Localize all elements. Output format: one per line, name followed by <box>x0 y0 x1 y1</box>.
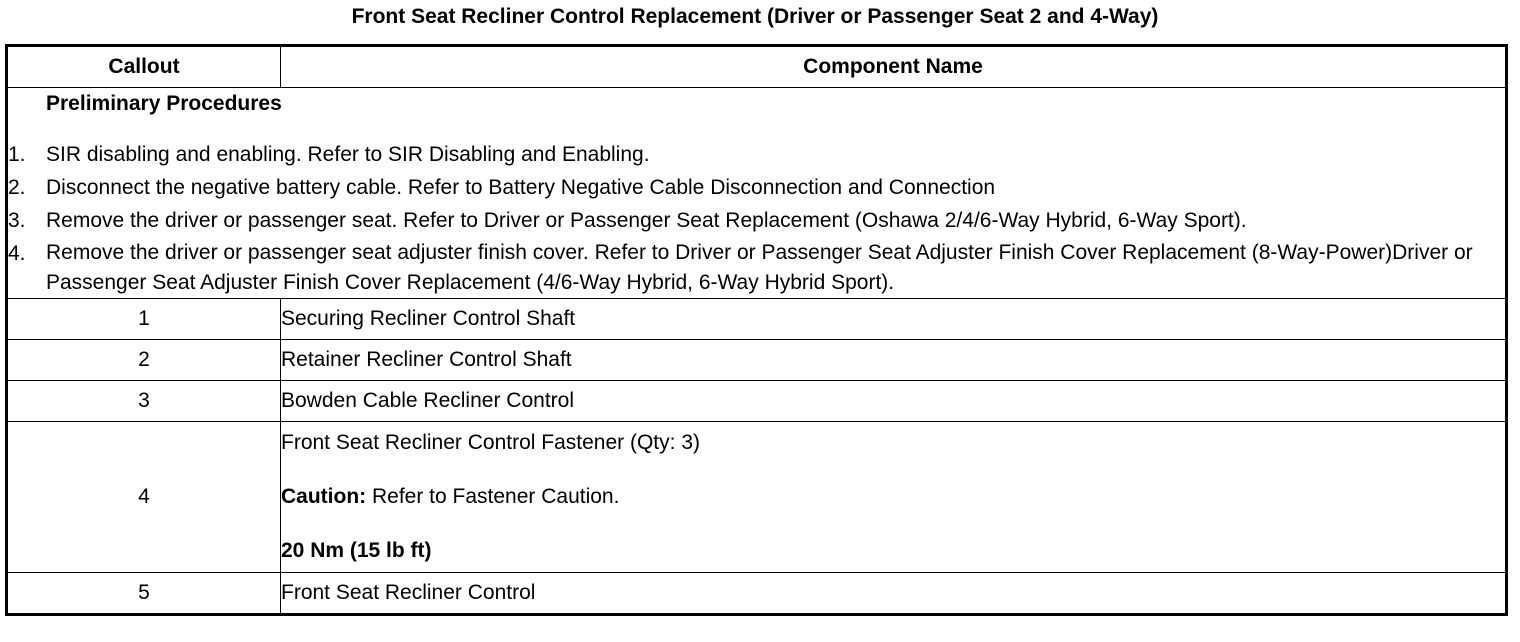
component-name-cell <box>281 422 1507 573</box>
fastener-details <box>281 429 1505 565</box>
component-name-cell: Securing Recliner Control Shaft <box>281 299 1507 340</box>
step-number: 1. <box>8 143 26 166</box>
component-name-cell: Retainer Recliner Control Shaft <box>281 340 1507 381</box>
torque-spec: 20 Nm (15 lb ft) <box>281 539 432 562</box>
table-row <box>7 381 1507 422</box>
callout-column-header: Callout <box>7 46 281 88</box>
table-row <box>7 573 1507 615</box>
preliminary-procedures-row <box>7 88 1507 299</box>
preliminary-steps-list <box>8 139 1505 298</box>
table-row <box>7 422 1507 573</box>
table-row <box>7 340 1507 381</box>
caution-note <box>281 483 1505 511</box>
step-text: Disconnect the negative battery cable. Refer to Battery Negative Cable Disconnection and Connection <box>46 176 996 199</box>
step-text: SIR disabling and enabling. Refer to SIR Disabling and Enabling. <box>46 143 650 166</box>
step-number: 4. <box>8 242 26 265</box>
document-title: Front Seat Recliner Control Replacement (Driver or Passenger Seat 2 and 4-Way) <box>351 5 1159 28</box>
table-header-row <box>7 46 1507 88</box>
callout-cell: 2 <box>7 340 281 381</box>
step-number: 3. <box>8 209 26 232</box>
caution-label: Caution: <box>281 485 367 508</box>
step-text: Remove the driver or passenger seat. Refer to Driver or Passenger Seat Replacement (Oshawa 2/4/6-Way Hybrid, 6-Way Sport). <box>46 209 1247 232</box>
preliminary-step <box>8 205 1505 236</box>
component-name-column-header: Component Name <box>281 46 1507 88</box>
preliminary-procedures-title: Preliminary Procedures <box>46 92 282 115</box>
step-number: 2. <box>8 176 26 199</box>
preliminary-step <box>8 238 1505 298</box>
component-name-cell: Bowden Cable Recliner Control <box>281 381 1507 422</box>
callout-cell: 4 <box>7 422 281 573</box>
fastener-name: Front Seat Recliner Control Fastener (Qty: 3) <box>281 431 700 454</box>
caution-text: Refer to Fastener Caution. <box>366 485 620 508</box>
step-text: Remove the driver or passenger seat adjuster finish cover. Refer to Driver or Passenger Seat Adjuster Finish Cover Replacement (8-Way-Power)Driver or Passenger Seat Adjuster Finish Cover Replacement (4/6-Way Hybrid, 6-Way Hybrid Sport). <box>46 241 1473 294</box>
callout-cell: 1 <box>7 299 281 340</box>
table-row <box>7 299 1507 340</box>
preliminary-step <box>8 172 1505 203</box>
preliminary-procedures-cell <box>7 88 1507 299</box>
component-table <box>5 44 1508 616</box>
component-name-cell: Front Seat Recliner Control <box>281 573 1507 615</box>
preliminary-step <box>8 139 1505 170</box>
callout-cell: 3 <box>7 381 281 422</box>
callout-cell: 5 <box>7 573 281 615</box>
